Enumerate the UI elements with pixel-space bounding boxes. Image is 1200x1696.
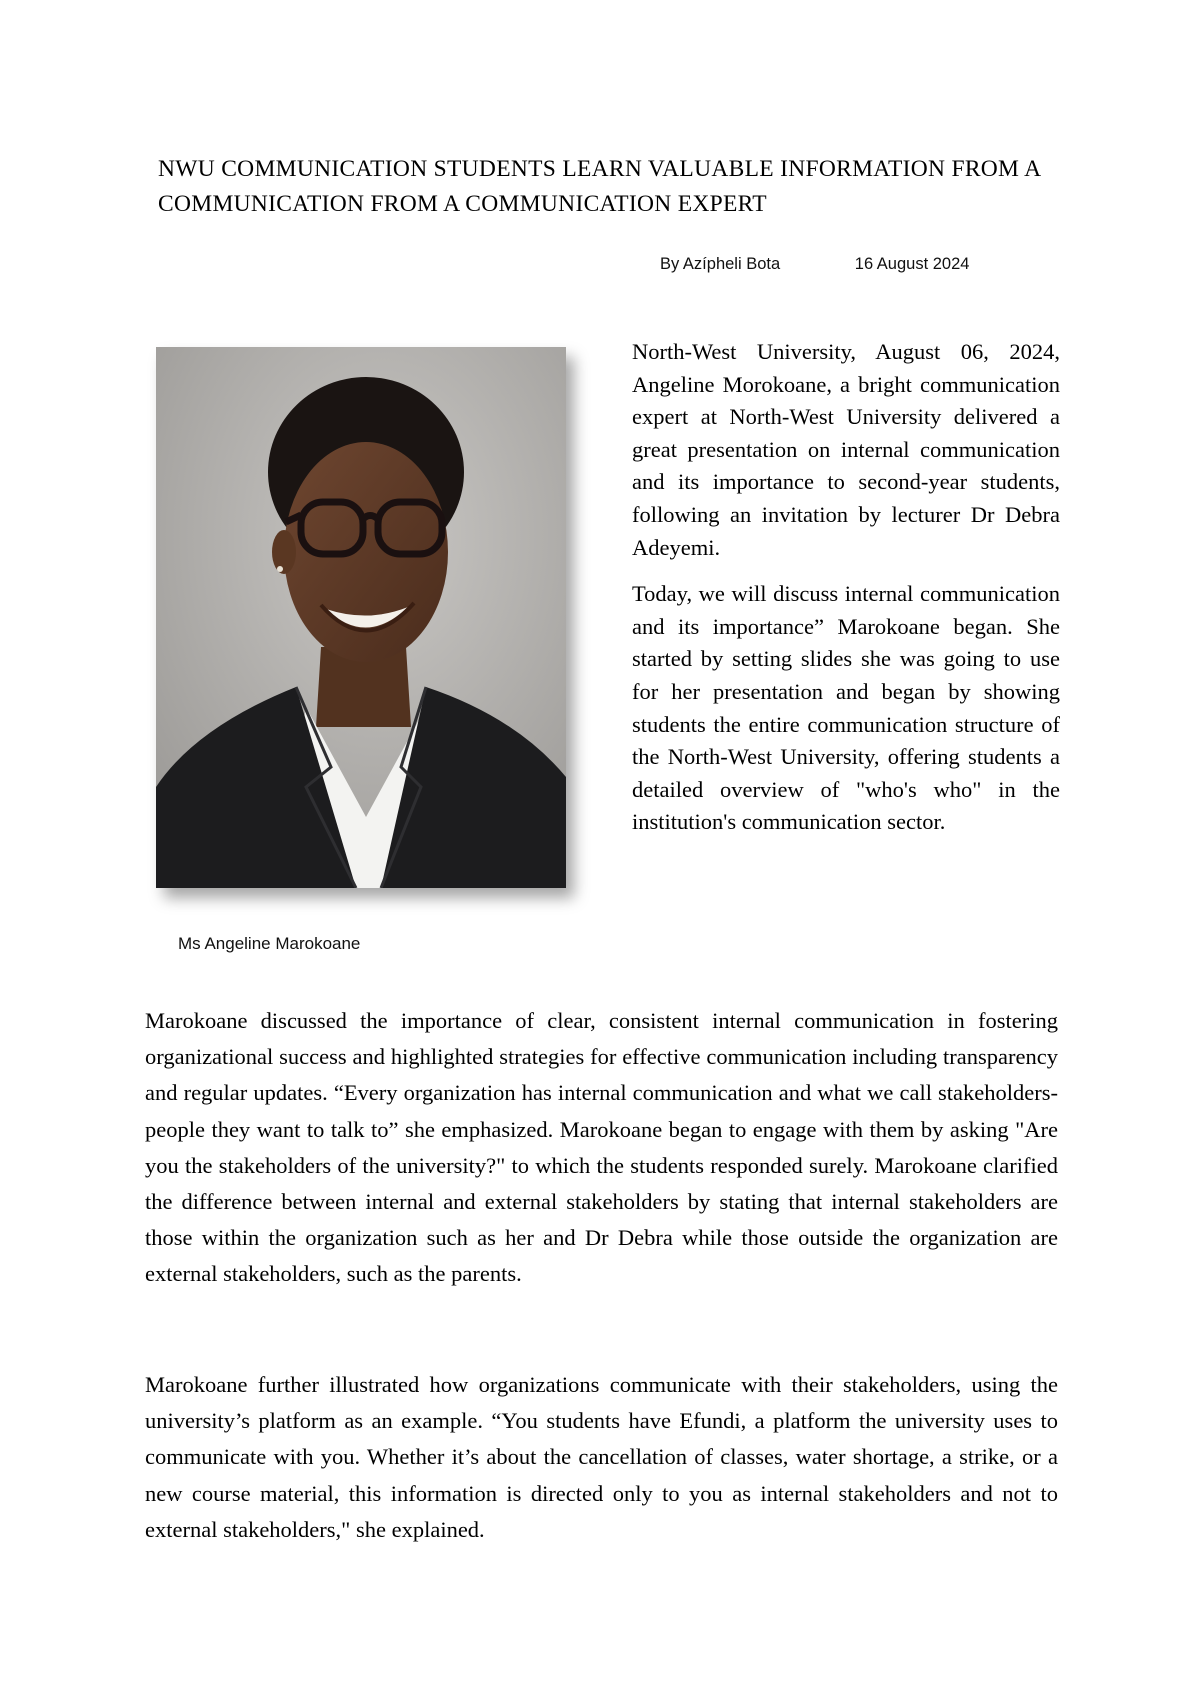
body-paragraph	[145, 1367, 1058, 1548]
intro-paragraph: North-West University, August 06, 2024, Angeline Morokoane, a bright communication expert at North-West University delivered a great presentation on internal communication and its importance to second-year students, following an invitation by lecturer Dr Debra Adeyemi.	[632, 339, 1060, 560]
article-title: NWU COMMUNICATION STUDENTS LEARN VALUABLE INFORMATION FROM A COMMUNICATION FROM A COMMUNICATION EXPERT	[158, 156, 1041, 217]
publish-date: 16 August 2024	[854, 255, 970, 273]
byline	[660, 255, 969, 274]
photo-caption: Ms Angeline Marokoane	[178, 934, 361, 953]
intro-column	[632, 336, 1060, 853]
portrait-photo	[156, 347, 566, 888]
body-paragraph-text: Marokoane discussed the importance of clear, consistent internal communication in fostering organizational success and highlighted strategies for effective communication including transparency and regular updates. “Every organization has internal communication and what we call stakeholders- people they want to talk to” she emphasized. Marokoane began to engage with them by asking "Are you the stakeholders of the university?" to which the students responded surely. Marokoane clarified the difference between internal and external stakeholders by stating that internal stakeholders are those within the organization such as her and Dr Debra while those outside the organization are external stakeholders, such as the parents.	[145, 1008, 1058, 1287]
body-paragraph	[145, 1003, 1058, 1293]
body-paragraph-text: Marokoane further illustrated how organizations communicate with their stakeholders, using the university’s platform as an example. “You students have Efundi, a platform the university uses to communicate with you. Whether it’s about the cancellation of classes, water shortage, a strike, or a new course material, this information is directed only to you as internal stakeholders and not to external stakeholders," she explained.	[145, 1372, 1058, 1542]
intro-paragraph: Today, we will discuss internal communication and its importance” Marokoane began. She started by setting slides she was going to use for her presentation and began by showing students the entire communication structure of the North-West University, offering students a detailed overview of "who's who" in the institution's communication sector.	[632, 581, 1060, 835]
author: By Azípheli Bota	[660, 255, 781, 273]
